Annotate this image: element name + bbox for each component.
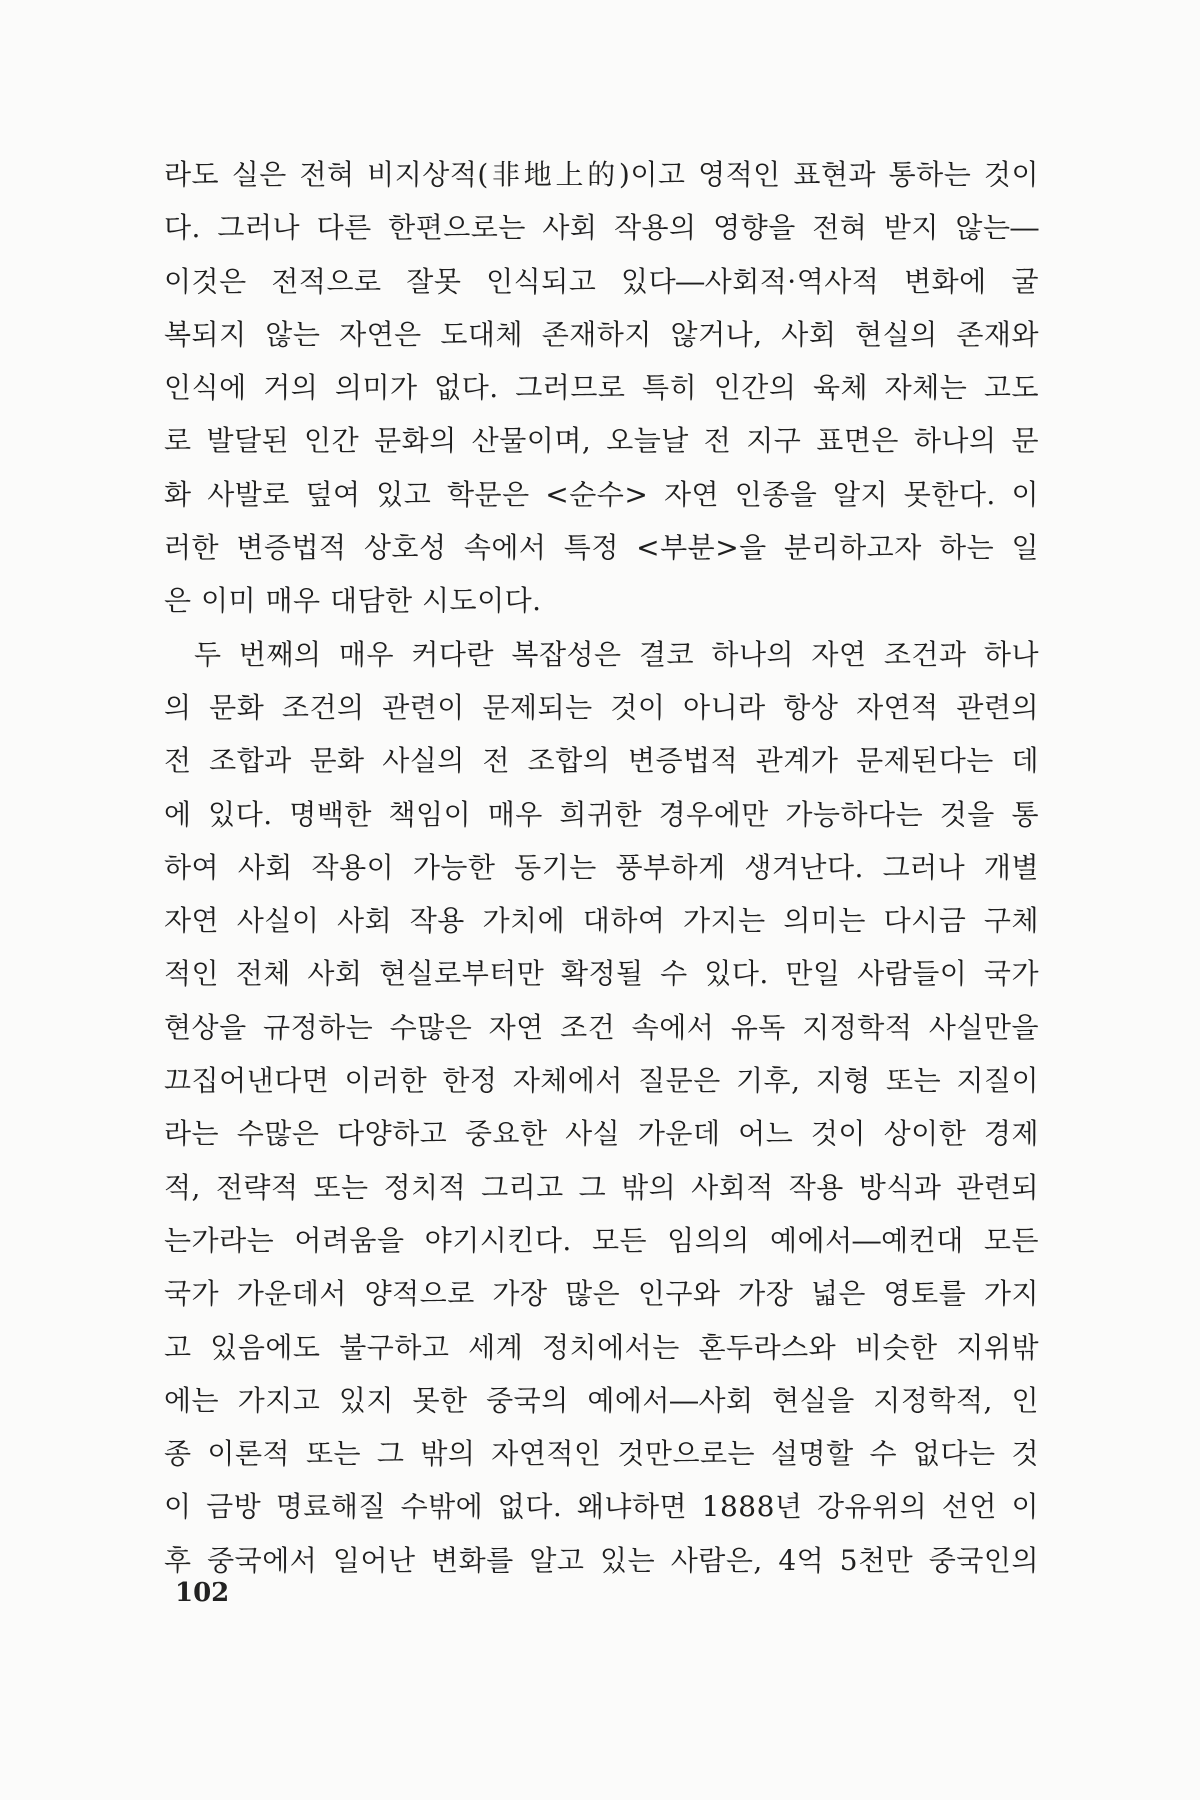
- paragraph: [164, 628, 1039, 1587]
- text-line: 에는 가지고 있지 못한 중국의 예에서―사회 현실을 지정학적, 인: [164, 1383, 1039, 1417]
- text-line: 후 중국에서 일어난 변화를 알고 있는 사람은, 4억 5천만 중국인의: [164, 1543, 1039, 1577]
- text-line: 적인 전체 사회 현실로부터만 확정될 수 있다. 만일 사람들이 국가: [164, 957, 1039, 991]
- text-line: 러한 변증법적 상호성 속에서 특정 <부분>을 분리하고자 하는 일: [164, 531, 1039, 565]
- text-line: 복되지 않는 자연은 도대체 존재하지 않거나, 사회 현실의 존재와: [164, 317, 1039, 351]
- text-line: 국가 가운데서 양적으로 가장 많은 인구와 가장 넓은 영토를 가지: [164, 1277, 1039, 1311]
- page-number: 102: [175, 1578, 230, 1608]
- text-line: 라도 실은 전혀 비지상적(非地上的)이고 영적인 표현과 통하는 것이: [164, 158, 1039, 191]
- text-line: 은 이미 매우 대담한 시도이다.: [164, 584, 542, 618]
- text-line: 자연 사실이 사회 작용 가치에 대하여 가지는 의미는 다시금 구체: [164, 904, 1039, 938]
- text-line: 현상을 규정하는 수많은 자연 조건 속에서 유독 지정학적 사실만을: [164, 1010, 1039, 1044]
- text-line: 이 금방 명료해질 수밖에 없다. 왜냐하면 1888년 강유위의 선언 이: [164, 1490, 1039, 1524]
- text-line: 의 문화 조건의 관련이 문제되는 것이 아니라 항상 자연적 관련의: [164, 690, 1039, 724]
- text-line: 라는 수많은 다양하고 중요한 사실 가운데 어느 것이 상이한 경제: [164, 1117, 1039, 1151]
- text-line: 고 있음에도 불구하고 세계 정치에서는 혼두라스와 비슷한 지위밖: [164, 1330, 1039, 1364]
- body-text: [164, 148, 1039, 1587]
- text-line: 종 이론적 또는 그 밖의 자연적인 것만으로는 설명할 수 없다는 것: [164, 1437, 1039, 1471]
- text-line: 이것은 전적으로 잘못 인식되고 있다―사회적·역사적 변화에 굴: [164, 264, 1039, 298]
- text-line: 인식에 거의 의미가 없다. 그러므로 특히 인간의 육체 자체는 고도: [164, 371, 1039, 405]
- text-line: 전 조합과 문화 사실의 전 조합의 변증법적 관계가 문제된다는 데: [164, 744, 1039, 778]
- text-line: 하여 사회 작용이 가능한 동기는 풍부하게 생겨난다. 그러나 개별: [164, 850, 1039, 884]
- paragraph: [164, 148, 1039, 628]
- text-line: 다. 그러나 다른 한편으로는 사회 작용의 영향을 전혀 받지 않는―: [164, 211, 1039, 245]
- text-line: 화 사발로 덮여 있고 학문은 <순수> 자연 인종을 알지 못한다. 이: [164, 477, 1039, 511]
- text-line: 적, 전략적 또는 정치적 그리고 그 밖의 사회적 작용 방식과 관련되: [164, 1170, 1039, 1204]
- text-line: 에 있다. 명백한 책임이 매우 희귀한 경우에만 가능하다는 것을 통: [164, 797, 1039, 831]
- text-line: 두 번째의 매우 커다란 복잡성은 결코 하나의 자연 조건과 하나: [194, 637, 1039, 671]
- text-line: 로 발달된 인간 문화의 산물이며, 오늘날 전 지구 표면은 하나의 문: [164, 424, 1039, 458]
- text-line: 는가라는 어려움을 야기시킨다. 모든 임의의 예에서―예컨대 모든: [164, 1223, 1039, 1257]
- text-line: 끄집어낸다면 이러한 한정 자체에서 질문은 기후, 지형 또는 지질이: [164, 1064, 1039, 1098]
